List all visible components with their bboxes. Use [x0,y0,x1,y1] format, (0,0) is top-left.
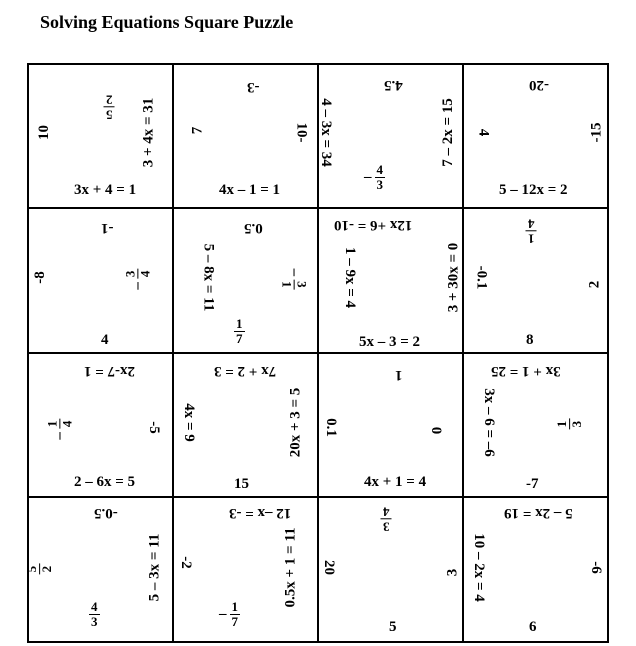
puzzle-label: 4x + 1 = 4 [364,474,427,490]
puzzle-label: -0.5 [94,505,118,521]
grid-line [29,496,607,498]
puzzle-label: – $\frac{1}{7}$ [219,599,238,629]
puzzle-label: 20 [321,560,337,575]
puzzle-label: -20 [529,77,549,93]
puzzle-label: 3 [444,568,461,577]
puzzle-label: 7x + 2 = 3 [214,363,277,379]
puzzle-label: 0 [429,426,446,435]
puzzle-label: 4 [101,332,109,348]
puzzle-label: 4 – 3x = 34 [317,98,334,167]
puzzle-label: 5 [389,619,397,635]
puzzle-label: $\frac{4}{3}$ [91,599,98,629]
puzzle-label: 10 – 2x = 4 [470,533,487,602]
puzzle-label: 2 – 6x = 5 [74,474,136,490]
puzzle-label: 4x – 1 = 1 [219,182,281,198]
puzzle-label: 5 2 [24,565,54,573]
puzzle-label: 12 –x = -3 [229,505,292,521]
puzzle-label: 3x + 4 = 1 [74,182,137,198]
puzzle-label: 10 [36,125,52,140]
puzzle-label: 7 – 2x = 15 [439,98,456,167]
puzzle-label: 5 – 12x = 2 [499,182,568,198]
puzzle-grid [24,63,609,643]
puzzle-label: 5x – 3 = 2 [359,334,421,350]
puzzle-label: 8 [526,332,534,348]
puzzle-label: 15 [234,476,249,492]
puzzle-label: -0.1 [473,265,490,290]
puzzle-label: 6 [529,619,537,635]
grid-line [29,207,607,209]
page-title: Solving Equations Square Puzzle [40,12,294,32]
puzzle-label: -3 [247,79,260,95]
puzzle-label: 7 [189,126,206,135]
puzzle-label: – $\frac{4}{3}$ [364,162,383,192]
puzzle-label: 1 [395,367,403,383]
puzzle-label: 3x – 6 = –6 [480,388,497,457]
puzzle-label: 2 [586,280,603,289]
puzzle-label: -6 [587,561,604,574]
puzzle-label: 5 – 3x = 11 [146,533,163,602]
puzzle-label: 3x + 1 = 25 [491,363,561,379]
puzzle-label: -5 [145,421,162,434]
puzzle-label: -1 [101,220,114,236]
puzzle-label: 10- [293,122,310,143]
puzzle-label: 12x +6 = -10 [334,217,413,233]
puzzle-label: 0.1 [322,418,339,437]
puzzle-label: 4 [475,128,492,137]
puzzle-label: 0.5 [244,220,263,236]
puzzle-label: 1 4 [528,216,535,247]
grid-line [29,352,607,354]
puzzle-label: -15 [588,122,605,143]
puzzle-label: 20x + 3 = 5 [287,387,304,458]
puzzle-label: 3 4 [383,504,390,535]
puzzle-label: 3 + 4x = 31 [140,97,157,168]
puzzle-label: 5 – 8x = 11 [200,243,217,312]
puzzle-label: 1 3 [554,420,584,428]
puzzle-label: – 3 4 [122,270,152,290]
puzzle-label: -2 [177,556,194,569]
puzzle-label: 2x-7 = 1 [84,363,136,379]
puzzle-label: 5 2 [106,92,113,123]
puzzle-label: – 3 1 [280,268,310,288]
puzzle-label: -7 [526,476,539,492]
puzzle-label: 5 – 2x = 19 [504,505,573,521]
puzzle-label: 1 – 9x = 4 [342,246,359,309]
puzzle-label: 4.5 [384,77,403,93]
puzzle-label: 4x = 9 [180,403,197,442]
puzzle-label: – 1 4 [44,420,74,440]
puzzle-label: 3 + 30x = 0 [445,242,462,313]
puzzle-label: 0.5x + 1 = 11 [282,527,299,608]
puzzle-label: $\frac{1}{7}$ [236,316,243,346]
puzzle-label: -8 [31,271,48,284]
